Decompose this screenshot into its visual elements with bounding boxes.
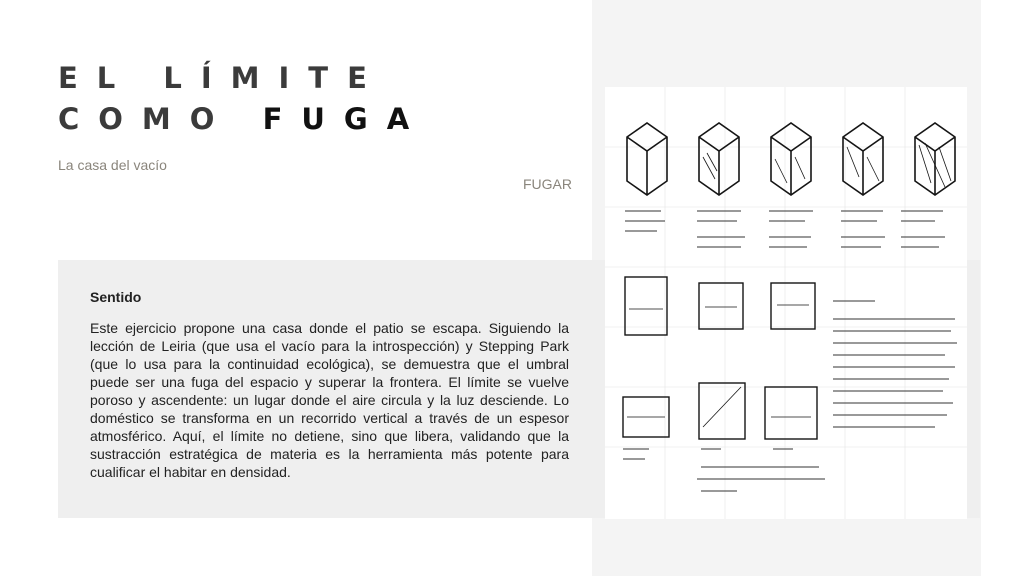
section-tag: FUGAR [523, 176, 572, 192]
section-body: Este ejercicio propone una casa donde el patio se escapa. Siguiendo la lección de Leiria (que usa el vacío para la introspección) y Stepping Park (que lo usa para la continuidad ecológica), se demuestra que el umbral puede ser una fuga del espacio y superar la frontera. El límite se vuelve poroso y ascendente: un lugar donde el aire circula y la luz desciende. Lo doméstico se transforma en un recorrido vertical a través de un espesor atmosférico. Aquí, el límite no detiene, sino que libera, validando que la sustracción estratégica de materia es la herramienta más potente para cualificar el habitar en densidad. [90, 320, 569, 480]
sketch-drawing [605, 87, 967, 519]
title-line-2 [58, 99, 428, 140]
title-line-1: EL LÍMITE [58, 61, 386, 95]
sketch-image [605, 87, 967, 519]
page-title [58, 58, 428, 140]
title-word-plain: COMO [58, 102, 234, 136]
section-heading: Sentido [90, 289, 142, 305]
subtitle: La casa del vacío [58, 157, 167, 173]
title-word-accent: FUGA [262, 102, 429, 136]
